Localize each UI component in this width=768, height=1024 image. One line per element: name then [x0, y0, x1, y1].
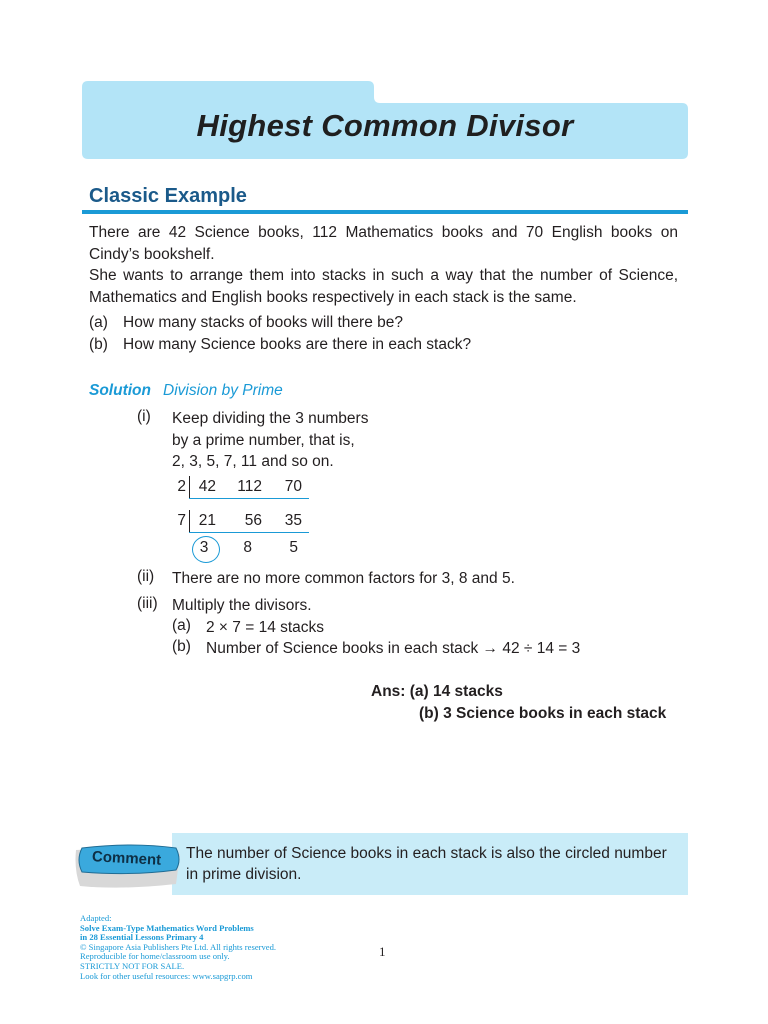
footer-line: Solve Exam-Type Mathematics Word Problems: [80, 922, 254, 933]
solution-label: Solution: [89, 382, 151, 399]
table-cell: 42: [198, 478, 216, 495]
step-3-text: Multiply the divisors.: [172, 597, 312, 614]
step-2-text: There are no more common factors for 3, 8 and 5.: [172, 570, 515, 587]
step-label: (i): [137, 408, 151, 425]
answer-line-2: (b) 3 Science books in each stack: [419, 705, 667, 722]
page-title: Highest Common Divisor: [196, 108, 574, 143]
table-cell: 8: [243, 539, 252, 556]
answer-line-1: Ans: (a) 14 stacks: [371, 683, 503, 700]
comment-text: The number of Science books in each stack is also the circled number in prime division.: [186, 845, 667, 883]
division-rule: [189, 532, 309, 533]
comment-badge: [72, 840, 184, 892]
question-b: [89, 336, 678, 358]
footer-line: Reproducible for home/classroom use only.: [80, 951, 230, 962]
division-bar: [189, 510, 190, 532]
question-label: (a): [89, 314, 108, 331]
question-label: (b): [89, 336, 108, 353]
page-number: 1: [379, 944, 386, 959]
sub-step-b-text: Number of Science books in each stack → 42 ÷ 14 = 3: [206, 640, 581, 657]
footer-line: Look for other useful resources: www.sapgrp.com: [80, 970, 253, 981]
title-banner: [82, 81, 688, 159]
division-bar: [189, 476, 190, 498]
question-text: How many stacks of books will there be?: [123, 314, 403, 331]
footer-line: Adapted:: [80, 913, 112, 923]
step-label: (ii): [137, 568, 155, 585]
problem-line: There are 42 Science books, 112 Mathematics books and 70 English books on Cindy’s bookshelf.: [89, 224, 678, 263]
table-cell: 56: [244, 512, 262, 529]
footer-line: © Singapore Asia Publishers Pte Ltd. All rights reserved.: [80, 941, 277, 952]
divisor: 2: [177, 478, 186, 495]
sub-step-label: (a): [172, 617, 191, 634]
table-cell: 35: [284, 512, 302, 529]
step-1-text: [172, 408, 368, 473]
problem-line: She wants to arrange them into stacks in such a way that the number of Science, Mathematics and English books respectively in each stack is the same.: [89, 267, 678, 306]
table-cell: 70: [284, 478, 302, 495]
sub-step-a-text: 2 × 7 = 14 stacks: [206, 619, 325, 636]
section-divider: [82, 210, 688, 214]
table-cell: 112: [237, 478, 262, 495]
step-label: (iii): [137, 595, 158, 612]
step-line: 2, 3, 5, 7, 11 and so on.: [172, 453, 334, 470]
table-cell: 3: [199, 539, 209, 556]
step-line: by a prime number, that is,: [172, 431, 355, 449]
division-rule: [189, 498, 309, 499]
footer-line: in 28 Essential Lessons Primary 4: [80, 932, 204, 943]
table-cell: 5: [289, 539, 298, 556]
section-heading: Classic Example: [89, 185, 247, 207]
sub-step-label: (b): [172, 638, 191, 655]
question-a: [89, 314, 678, 336]
footer-line: STRICTLY NOT FOR SALE.: [80, 960, 185, 971]
divisor: 7: [177, 512, 186, 529]
step-line: Keep dividing the 3 numbers: [172, 410, 369, 427]
comment-badge-label: Comment: [91, 848, 162, 869]
problem-statement: [89, 222, 678, 308]
question-text: How many Science books are there in each stack?: [123, 336, 472, 353]
table-cell: 21: [198, 512, 216, 529]
footer-credits: [80, 914, 276, 981]
solution-method: Division by Prime: [163, 382, 283, 399]
